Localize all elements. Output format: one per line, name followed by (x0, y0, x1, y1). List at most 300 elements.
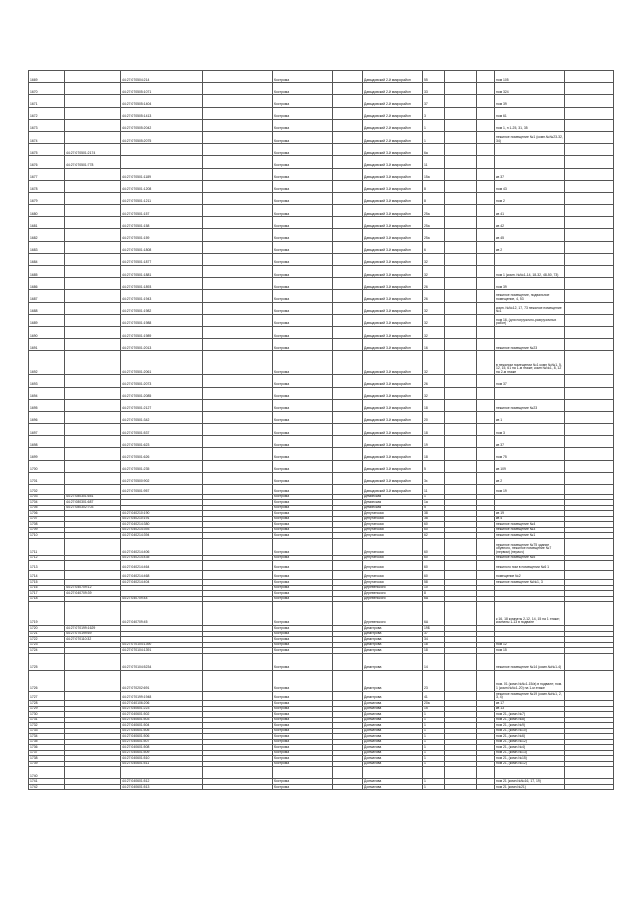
row-number: 1735 (29, 739, 65, 745)
note-cell: пом 21 (комн.№№16, 17, 19) (495, 779, 565, 785)
house-cell: 58 (423, 580, 445, 586)
empty-cell (203, 156, 273, 168)
empty-cell (445, 653, 477, 670)
empty-cell (565, 107, 614, 119)
city-cell: Кострома (273, 712, 333, 718)
street-cell: Димитрова (363, 691, 423, 701)
empty-cell (445, 691, 477, 701)
empty-cell (333, 253, 363, 265)
street-cell: Давыдовский 3-й микрорайон (363, 485, 423, 495)
note-cell: пом 61 (495, 107, 565, 119)
house-cell: 18 (423, 648, 445, 654)
house-cell: 1 (423, 779, 445, 785)
cadastral-number-a (65, 538, 121, 555)
empty-cell (445, 253, 477, 265)
row-number: 1737 (29, 750, 65, 756)
street-cell: Давыдовский 2-й микрорайон (363, 107, 423, 119)
cadastral-number-b: 44:27:040601:506 (121, 734, 203, 740)
empty-cell (445, 326, 477, 338)
cadastral-number-b: 44:27:070501:1211 (121, 192, 203, 204)
cadastral-number-a (65, 387, 121, 399)
row-number: 1694 (29, 387, 65, 399)
note-cell: пом 21, (комн.№9) (495, 723, 565, 729)
house-cell: 10 (423, 585, 445, 591)
cadastral-number-a (65, 570, 121, 580)
row-number: 1713 (29, 561, 65, 571)
row-number: 1693 (29, 375, 65, 387)
empty-cell (477, 156, 495, 168)
empty-cell (445, 460, 477, 472)
street-cell: Давыдовский 3-й микрорайон (363, 448, 423, 460)
street-cell: Депутатская (363, 522, 423, 528)
city-cell: Кострома (273, 448, 333, 460)
row-number: 1739 (29, 761, 65, 767)
cadastral-number-b (121, 767, 203, 779)
note-cell: пом 324 (495, 83, 565, 95)
city-cell: Кострома (273, 591, 333, 597)
note-cell (495, 253, 565, 265)
row-number: 1732 (29, 723, 65, 729)
house-cell: 23 (423, 670, 445, 691)
street-cell: Давыдовский 3-й микрорайон (363, 290, 423, 302)
house-cell: 6 (423, 241, 445, 253)
note-cell: пом 2 (495, 192, 565, 204)
note-cell: пом 21 (комн.№21) (495, 784, 565, 790)
city-cell: Кострома (273, 472, 333, 484)
empty-cell (333, 326, 363, 338)
cadastral-number-a (65, 131, 121, 143)
table-row (29, 83, 614, 95)
row-number: 1724 (29, 648, 65, 654)
city-cell: Кострома (273, 326, 333, 338)
house-cell: 37 (423, 631, 445, 637)
city-cell: Кострома (273, 739, 333, 745)
city-cell: Кострома (273, 387, 333, 399)
cadastral-number-a: 44:27:070501:778 (65, 156, 121, 168)
empty-cell (203, 570, 273, 580)
note-cell (495, 387, 565, 399)
street-cell: Давыдовский 3-й микрорайон (363, 278, 423, 290)
empty-cell (445, 448, 477, 460)
empty-cell (445, 570, 477, 580)
empty-cell (333, 217, 363, 229)
table-row (29, 180, 614, 192)
empty-cell (333, 538, 363, 555)
house-cell: 1 (423, 712, 445, 718)
empty-cell (203, 399, 273, 411)
house-cell: 1 (423, 734, 445, 740)
empty-cell (203, 131, 273, 143)
empty-cell (445, 436, 477, 448)
city-cell: Кострома (273, 71, 333, 83)
note-cell: нежилое помещение №14 (комн.№№1-4) (495, 653, 565, 670)
table-row (29, 290, 614, 302)
note-cell: кв 42 (495, 217, 565, 229)
empty-cell (203, 436, 273, 448)
note-cell: кв 1 (495, 411, 565, 423)
cadastral-number-b (121, 156, 203, 168)
empty-cell (203, 448, 273, 460)
empty-cell (333, 485, 363, 495)
street-cell: Долматова (363, 739, 423, 745)
empty-cell (477, 278, 495, 290)
street-cell: Деревенского (363, 602, 423, 626)
empty-cell (445, 424, 477, 436)
city-cell: Кострома (273, 511, 333, 517)
row-number: 1712 (29, 555, 65, 561)
note-cell: пом 15 (495, 648, 565, 654)
row-number: 1721 (29, 631, 65, 637)
table-row (29, 119, 614, 131)
row-number: 1741 (29, 779, 65, 785)
empty-cell (445, 351, 477, 375)
empty-cell (203, 326, 273, 338)
row-number: 1728 (29, 701, 65, 707)
house-cell: 25а (423, 229, 445, 241)
empty-cell (445, 266, 477, 278)
house-cell: 15а (423, 168, 445, 180)
table-row (29, 561, 614, 571)
row-number: 1719 (29, 602, 65, 626)
cadastral-number-b: 44:27:070104:1390 (121, 642, 203, 648)
city-cell: Кострома (273, 642, 333, 648)
document-sheet (28, 70, 613, 790)
table-row (29, 156, 614, 168)
house-cell: 26 (423, 290, 445, 302)
street-cell: Депутатская (363, 561, 423, 571)
city-cell (273, 767, 333, 779)
empty-cell (445, 217, 477, 229)
house-cell: 15 (423, 706, 445, 712)
cadastral-number-b: 44:27:040601:509 (121, 750, 203, 756)
table-row (29, 266, 614, 278)
cadastral-number-a (65, 436, 121, 448)
empty-cell (477, 205, 495, 217)
table-row (29, 411, 614, 423)
cadastral-number-b: 44:27:040601:505 (121, 728, 203, 734)
city-cell: Кострома (273, 266, 333, 278)
city-cell: Кострома (273, 570, 333, 580)
table-row (29, 107, 614, 119)
row-number: 1742 (29, 784, 65, 790)
street-cell: Давыдовский 3-й микрорайон (363, 326, 423, 338)
table-row (29, 351, 614, 375)
city-cell: Кострома (273, 516, 333, 522)
cadastral-number-a (65, 784, 121, 790)
row-number: 1688 (29, 302, 65, 314)
empty-cell (333, 95, 363, 107)
table-row (29, 326, 614, 338)
empty-cell (445, 278, 477, 290)
city-cell: Кострома (273, 779, 333, 785)
cadastral-number-a (65, 399, 121, 411)
empty-cell (333, 229, 363, 241)
note-cell: пом 39 (495, 278, 565, 290)
empty-cell (565, 83, 614, 95)
row-number: 1710 (29, 533, 65, 539)
cadastral-number-b: 44:27:070501:2085 (121, 387, 203, 399)
table-body (29, 71, 614, 790)
empty-cell (333, 767, 363, 779)
city-cell: Кострома (273, 784, 333, 790)
empty-cell (333, 168, 363, 180)
empty-cell (477, 602, 495, 626)
note-cell: пом 37 (495, 375, 565, 387)
house-cell: 60 (423, 570, 445, 580)
row-number: 1674 (29, 131, 65, 143)
cadastral-number-b: 44:27:040709:45 (121, 602, 203, 626)
cadastral-number-b: 44:27:040210:190 (121, 511, 203, 517)
house-cell: 6А (423, 596, 445, 602)
note-cell: пом 105 (495, 71, 565, 83)
empty-cell (565, 387, 614, 399)
house-cell: 1 (423, 723, 445, 729)
street-cell: Деминская (363, 500, 423, 506)
house-cell (423, 767, 445, 779)
city-cell: Кострома (273, 351, 333, 375)
cadastral-number-b: 44:27:070501:537 (121, 424, 203, 436)
note-cell: пом 19 (495, 485, 565, 495)
row-number: 1676 (29, 156, 65, 168)
row-number: 1703 (29, 494, 65, 500)
empty-cell (333, 411, 363, 423)
empty-cell (203, 411, 273, 423)
cadastral-number-a (65, 375, 121, 387)
empty-cell (477, 387, 495, 399)
street-cell: Долматова (363, 756, 423, 762)
cadastral-number-a (65, 411, 121, 423)
row-number: 1714 (29, 570, 65, 580)
row-number: 1697 (29, 424, 65, 436)
cadastral-number-a (65, 217, 121, 229)
table-row (29, 460, 614, 472)
empty-cell (333, 278, 363, 290)
row-number: 1683 (29, 241, 65, 253)
empty-cell (565, 71, 614, 83)
cadastral-number-b: 44:27:070501:2061 (121, 351, 203, 375)
empty-cell (565, 266, 614, 278)
empty-cell (203, 602, 273, 626)
row-number: 1680 (29, 205, 65, 217)
house-cell: 26 (423, 278, 445, 290)
cadastral-number-a (65, 314, 121, 326)
city-cell: Кострома (273, 522, 333, 528)
city-cell: Кострома (273, 131, 333, 143)
city-cell: Кострома (273, 750, 333, 756)
table-row (29, 229, 614, 241)
note-cell: кв 37 (495, 168, 565, 180)
row-number: 1706 (29, 511, 65, 517)
table-row (29, 387, 614, 399)
city-cell: Кострома (273, 119, 333, 131)
city-cell: Кострома (273, 761, 333, 767)
empty-cell (565, 485, 614, 495)
city-cell: Кострома (273, 723, 333, 729)
house-cell: 32 (423, 266, 445, 278)
city-cell: Кострома (273, 180, 333, 192)
row-number: 1695 (29, 399, 65, 411)
cadastral-number-b: 44:27:040601:507 (121, 739, 203, 745)
house-cell: 1 (423, 131, 445, 143)
empty-cell (333, 670, 363, 691)
note-cell: пом 12 (495, 642, 565, 648)
house-cell: 8 (423, 192, 445, 204)
empty-cell (333, 448, 363, 460)
city-cell: Кострома (273, 728, 333, 734)
empty-cell (565, 691, 614, 701)
empty-cell (565, 570, 614, 580)
note-cell: пом 21, (комн.№12) (495, 739, 565, 745)
cadastral-number-b: 44:27:040210:191 (121, 516, 203, 522)
cadastral-number-a (65, 485, 121, 495)
house-cell: 32 (423, 387, 445, 399)
house-cell: 32 (423, 351, 445, 375)
empty-cell (565, 205, 614, 217)
empty-cell (477, 570, 495, 580)
house-cell: 60 (423, 522, 445, 528)
street-cell: Давыдовский 3-й микрорайон (363, 253, 423, 265)
street-cell: Давыдовский 3-й микрорайон (363, 205, 423, 217)
street-cell: Депутатская (363, 516, 423, 522)
empty-cell (203, 71, 273, 83)
city-cell: Кострома (273, 375, 333, 387)
empty-cell (203, 107, 273, 119)
empty-cell (565, 538, 614, 555)
note-cell: кв 2 (495, 241, 565, 253)
empty-cell (565, 314, 614, 326)
cadastral-number-a (65, 339, 121, 351)
empty-cell (477, 767, 495, 779)
city-cell: Кострома (273, 436, 333, 448)
table-row (29, 670, 614, 691)
street-cell: Деминская (363, 505, 423, 511)
street-cell: Деревенского (363, 585, 423, 591)
note-cell: нежилое помещение №№1, 3 (495, 580, 565, 586)
note-cell: нежилое помещение №75 здание обувного, нежилое помещение №7 (первом) (нерасч) (495, 538, 565, 555)
street-cell: Давыдовский 3-й микрорайон (363, 266, 423, 278)
street-cell: Давыдовский 3-й микрорайон (363, 314, 423, 326)
cadastral-number-b: 44:27:070501:158 (121, 217, 203, 229)
empty-cell (445, 767, 477, 779)
cadastral-number-a (65, 168, 121, 180)
street-cell: Долматова (363, 745, 423, 751)
note-cell: пом 21, (комн.№8) (495, 717, 565, 723)
note-cell: нежилое помещение №23 (495, 399, 565, 411)
table-row (29, 131, 614, 143)
city-cell: Кострома (273, 424, 333, 436)
row-number: 1672 (29, 107, 65, 119)
table-row (29, 485, 614, 495)
empty-cell (333, 314, 363, 326)
empty-cell (477, 95, 495, 107)
street-cell: Давыдовский 3-й микрорайон (363, 424, 423, 436)
row-number: 1696 (29, 411, 65, 423)
note-cell: нежилого пом в помещении №6 1 (495, 561, 565, 571)
note-cell: пом 39 (495, 95, 565, 107)
empty-cell (203, 339, 273, 351)
note-cell: пом 21, (комн.№4) (495, 745, 565, 751)
city-cell: Кострома (273, 168, 333, 180)
empty-cell (333, 83, 363, 95)
empty-cell (565, 253, 614, 265)
city-cell: Кострома (273, 500, 333, 506)
cadastral-number-b: 44:27:040601:503 (121, 717, 203, 723)
house-cell: 8 (423, 180, 445, 192)
row-number: 1692 (29, 351, 65, 375)
cadastral-number-a (65, 71, 121, 83)
empty-cell (203, 217, 273, 229)
house-cell: 37 (423, 95, 445, 107)
note-cell: пом 43 (495, 180, 565, 192)
house-cell: 55 (423, 71, 445, 83)
house-cell: 25а (423, 217, 445, 229)
city-cell: Кострома (273, 653, 333, 670)
street-cell (363, 767, 423, 779)
row-number: 1678 (29, 180, 65, 192)
cadastral-number-b: 44:27:070501:1988 (121, 314, 203, 326)
empty-cell (477, 339, 495, 351)
cadastral-number-b: 44:27:070505:2042 (121, 119, 203, 131)
cadastral-number-a (65, 670, 121, 691)
house-cell: 19 (423, 436, 445, 448)
empty-cell (565, 241, 614, 253)
city-cell: Кострома (273, 156, 333, 168)
house-cell: 33 (423, 83, 445, 95)
house-cell: 5 (423, 505, 445, 511)
house-cell: 32 (423, 326, 445, 338)
empty-cell (445, 131, 477, 143)
city-cell: Кострома (273, 290, 333, 302)
cadastral-number-b: 44:27:070501:2013 (121, 339, 203, 351)
cadastral-number-a: 44:27:070199:69 (65, 631, 121, 637)
cadastral-number-b: 44:27:070501:159 (121, 229, 203, 241)
house-cell: 11 (423, 156, 445, 168)
house-cell: 18 (423, 642, 445, 648)
empty-cell (565, 448, 614, 460)
city-cell: Кострома (273, 505, 333, 511)
row-number: 1670 (29, 83, 65, 95)
empty-cell (203, 290, 273, 302)
empty-cell (203, 266, 273, 278)
city-cell: Кострома (273, 107, 333, 119)
row-number: 1673 (29, 119, 65, 131)
empty-cell (477, 472, 495, 484)
row-number: 1711 (29, 538, 65, 555)
empty-cell (333, 602, 363, 626)
empty-cell (333, 351, 363, 375)
empty-cell (445, 411, 477, 423)
house-cell: 20 (423, 411, 445, 423)
city-cell: Кострома (273, 95, 333, 107)
city-cell: Кострома (273, 205, 333, 217)
city-cell: Кострома (273, 339, 333, 351)
city-cell: Кострома (273, 734, 333, 740)
row-number: 1675 (29, 144, 65, 156)
table-row (29, 653, 614, 670)
house-cell: 60 (423, 555, 445, 561)
note-cell: пом. 01 (комн.№№1-15/а) в подвале; пом. 1 (комн.№№1-20) на 1-м этаже (495, 670, 565, 691)
empty-cell (203, 253, 273, 265)
house-cell: 5 (423, 460, 445, 472)
row-number: 1716 (29, 585, 65, 591)
city-cell: Кострома (273, 527, 333, 533)
empty-cell (565, 670, 614, 691)
table-row (29, 71, 614, 83)
empty-cell (565, 302, 614, 314)
cadastral-number-a (65, 83, 121, 95)
empty-cell (565, 180, 614, 192)
row-number: 1669 (29, 71, 65, 83)
